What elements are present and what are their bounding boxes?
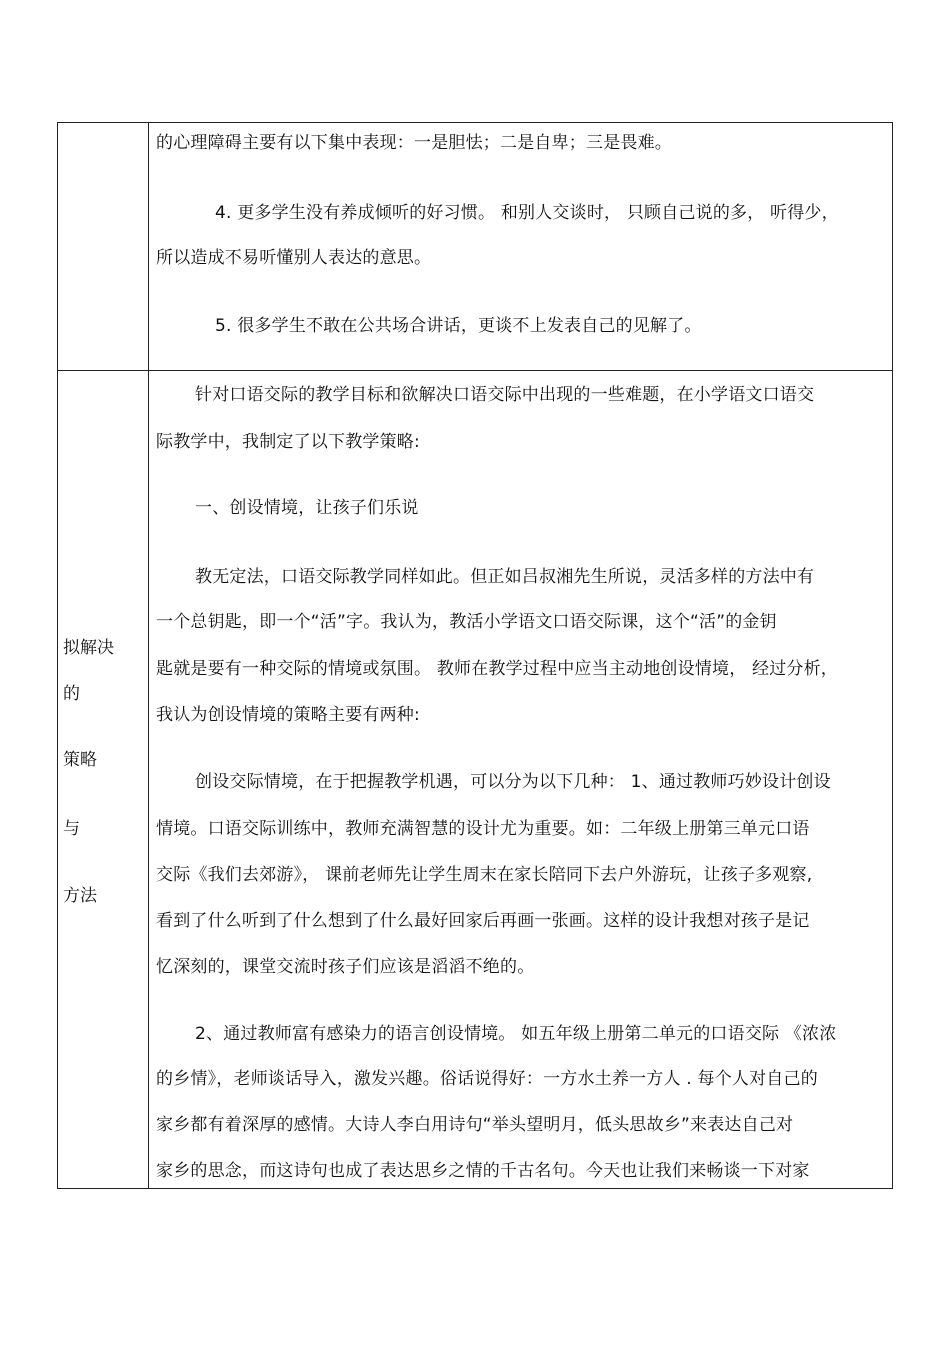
- row2-line-2: 际教学中，我制定了以下教学策略:: [156, 432, 420, 452]
- strategy-label-5: 方法: [63, 886, 97, 906]
- strategy-label-3: 策略: [63, 750, 97, 770]
- row1-line-4: 5. 很多学生不敢在公共场合讲话，更谈不上发表自己的见解了。: [215, 316, 702, 336]
- row1-line-3: 所以造成不易听懂别人表达的意思。: [156, 248, 432, 268]
- row2-line-14: 的乡情》，老师谈话导入，激发兴趣。俗话说得好：一方水土养一方人 . 每个人对自己的: [156, 1069, 818, 1089]
- row2-line-15: 家乡都有着深厚的感情。大诗人李白用诗句“举头望明月，低头思故乡”来表达自己对: [156, 1115, 794, 1135]
- row1-line-1: 的心理障碍主要有以下集中表现：一是胆怯；二是自卑；三是畏难。: [156, 133, 672, 153]
- strategy-label-1: 拟解决: [63, 638, 114, 658]
- row2-line-12: 忆深刻的，课堂交流时孩子们应该是滔滔不绝的。: [156, 957, 535, 977]
- strategy-label-2: 的: [63, 684, 80, 704]
- column-divider: [148, 123, 149, 1188]
- row2-line-5: 一个总钥匙，即一个“活”字。我认为，教活小学语文口语交际课，这个“活”的金钥: [156, 612, 777, 632]
- row2-line-6: 匙就是要有一种交际的情境或氛围。 教师在教学过程中应当主动地创设情境， 经过分析，: [156, 659, 839, 679]
- row2-line-9: 情境。口语交际训练中，教师充满智慧的设计尤为重要。如：二年级上册第三单元口语: [156, 819, 810, 839]
- row2-line-8: 创设交际情境，在于把握教学机遇，可以分为以下几种： 1、通过教师巧妙设计创设: [195, 772, 831, 792]
- row1-line-2: 4. 更多学生没有养成倾听的好习惯。 和别人交谈时， 只顾自己说的多， 听得少，: [215, 203, 839, 223]
- row2-heading: 一、创设情境，让孩子们乐说: [195, 498, 419, 518]
- row2-line-1: 针对口语交际的教学目标和欲解决口语交际中出现的一些难题，在小学语文口语交: [195, 385, 815, 405]
- strategy-label-4: 与: [63, 819, 80, 839]
- row2-line-11: 看到了什么听到了什么想到了什么最好回家后再画一张画。这样的设计我想对孩子是记: [156, 911, 810, 931]
- row2-line-4: 教无定法，口语交际教学同样如此。但正如吕叔湘先生所说，灵活多样的方法中有: [195, 567, 815, 587]
- row2-line-10: 交际《我们去郊游》， 课前老师先让学生周末在家长陪同下去户外游玩，让孩子多观察,: [156, 865, 813, 885]
- row2-line-13: 2、通过教师富有感染力的语言创设情境。 如五年级上册第二单元的口语交际 《浓浓: [195, 1024, 837, 1044]
- row2-line-16: 家乡的思念，而这诗句也成了表达思乡之情的千古名句。今天也让我们来畅谈一下对家: [156, 1161, 810, 1181]
- row-divider: [58, 370, 892, 371]
- row2-line-7: 我认为创设情境的策略主要有两种:: [156, 705, 420, 725]
